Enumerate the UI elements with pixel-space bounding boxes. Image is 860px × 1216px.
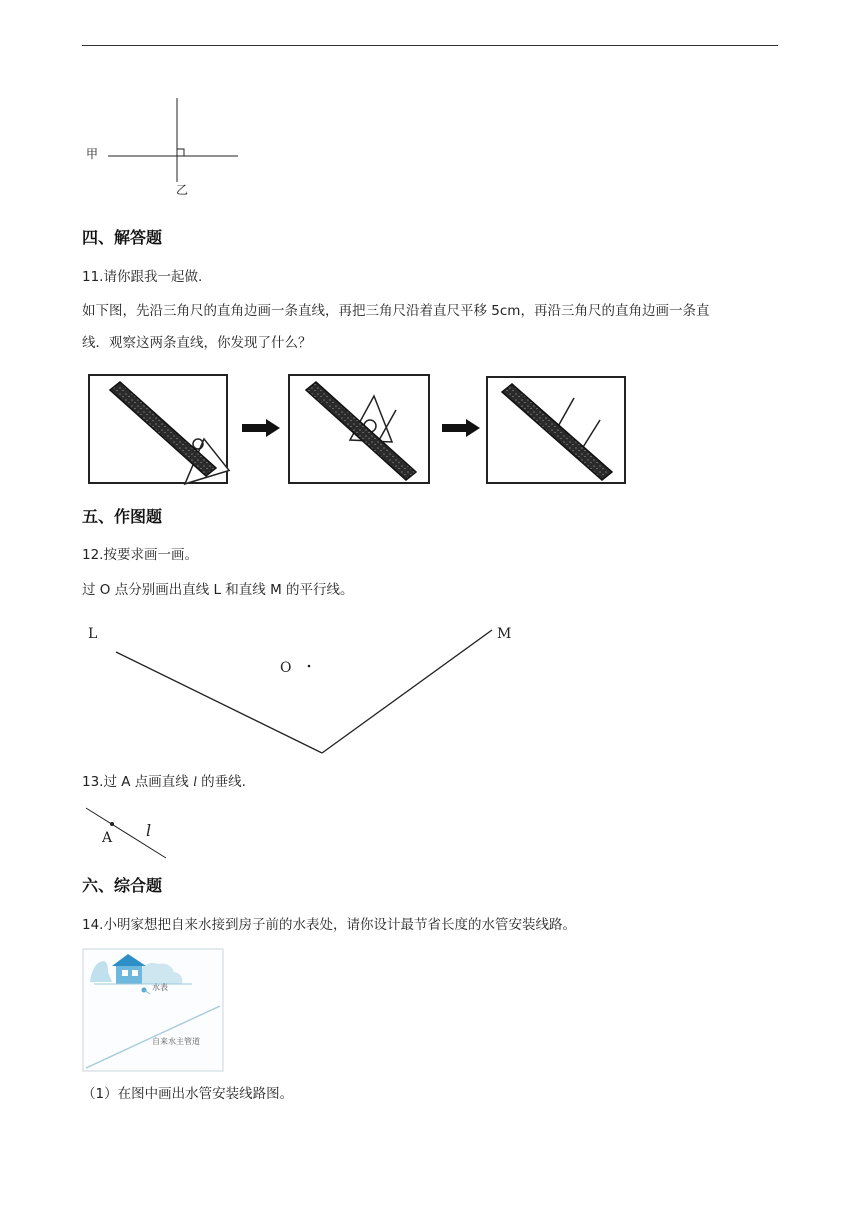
- q11-line2: 线．观察这两条直线，你发现了什么？: [82, 335, 312, 351]
- q11-line1: 如下图，先沿三角尺的直角边画一条直线，再把三角尺沿着直尺平移 5cm，再沿三角尺的直角边画一条直: [82, 303, 710, 319]
- label-l: l: [146, 821, 152, 840]
- q13-title: 13.过 A 点画直线 l 的垂线.: [82, 774, 246, 790]
- line-M: [322, 630, 492, 753]
- section-5-heading: 五、作图题: [82, 507, 163, 526]
- point-O: [308, 665, 311, 668]
- perpendicular-figure: [82, 90, 252, 200]
- q11-figure: [82, 368, 634, 488]
- right-angle-mark: [177, 149, 184, 156]
- arrow-right-icon: [242, 419, 280, 437]
- section-4-heading: 四、解答题: [82, 228, 163, 247]
- header-rule: [82, 45, 778, 46]
- q14-sub1: （1）在图中画出水管安装线路图。: [82, 1086, 294, 1102]
- q12-figure: [82, 620, 522, 760]
- label-L: L: [88, 626, 98, 642]
- panel-3: [487, 377, 625, 483]
- q13-figure: [82, 800, 182, 862]
- q12-title: 12.按要求画一画。: [82, 547, 198, 563]
- line-l: [86, 808, 166, 858]
- q14-figure: [82, 948, 224, 1072]
- label-O: O: [280, 660, 292, 676]
- label-jia: 甲: [86, 147, 99, 161]
- section-6-heading: 六、综合题: [82, 876, 163, 895]
- label-meter: 水表: [152, 983, 168, 992]
- label-main-pipe: 自来水主管道: [152, 1037, 200, 1046]
- point-A: [110, 822, 114, 826]
- label-A: A: [102, 830, 113, 846]
- q12-instruction: 过 O 点分别画出直线 L 和直线 M 的平行线。: [82, 582, 354, 598]
- panel-2: [289, 375, 429, 483]
- label-yi: 乙: [176, 183, 189, 197]
- arrow-right-icon: [442, 419, 480, 437]
- q14-title: 14.小明家想把自来水接到房子前的水表处，请你设计最节省长度的水管安装线路。: [82, 917, 576, 933]
- panel-1: [89, 375, 230, 484]
- q11-title: 11.请你跟我一起做.: [82, 269, 203, 285]
- label-M: M: [497, 626, 512, 642]
